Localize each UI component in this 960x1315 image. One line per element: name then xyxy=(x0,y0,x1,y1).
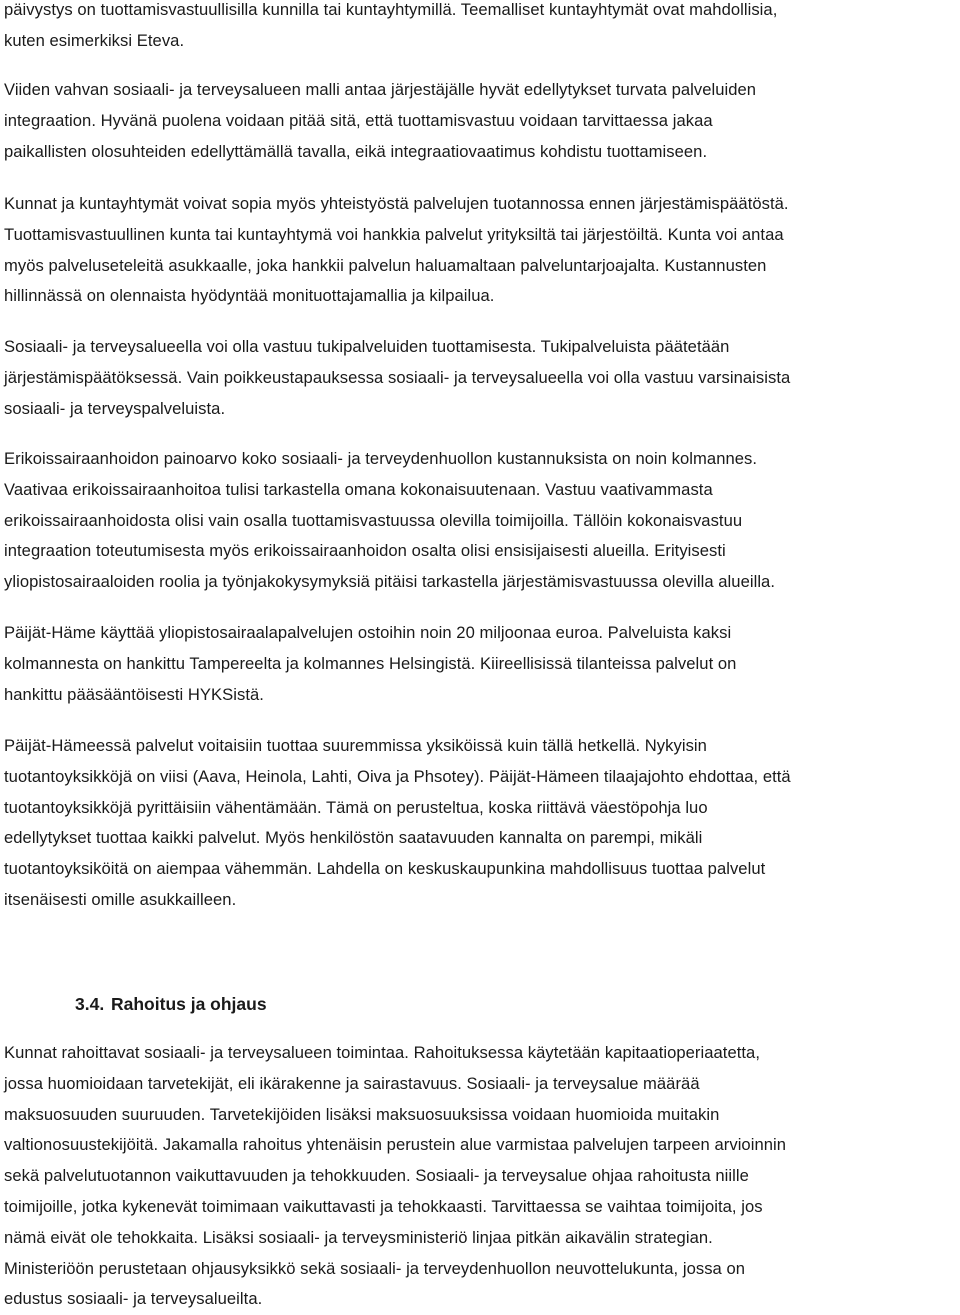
text-line: Päijät-Häme käyttää yliopistosairaalapalvelujen ostoihin noin 20 miljoonaa euroa. Palveluista kaksi xyxy=(4,623,732,642)
text-line: Kunnat ja kuntayhtymät voivat sopia myös yhteistyöstä palvelujen tuotannossa ennen järjestämispäätöstä. xyxy=(4,194,789,213)
text-line: Ministeriöön perustetaan ohjausyksikkö sekä sosiaali- ja terveydenhuollon neuvottelukunta, jossa on xyxy=(4,1258,746,1278)
text-line: Kunnat rahoittavat sosiaali- ja terveysalueen toimintaa. Rahoituksessa käytetään kapitaatioperiaatetta, xyxy=(4,1043,760,1062)
section-title: Rahoitus ja ohjaus xyxy=(111,994,267,1014)
paragraph-yliopistosairaalapalvelut xyxy=(4,618,957,710)
text-line: erikoissairaanhoidosta olisi vain osalla tuottamisvastuussa olevilla toimijoilla. Tällöin kokonaisvastuu xyxy=(4,510,743,530)
text-line: edellytykset tuottaa kaikki palvelut. Myös henkilöstön saatavuuden kannalta on parempi, mikäli xyxy=(4,828,703,848)
text-line: Erikoissairaanhoidon painoarvo koko sosiaali- ja terveydenhuollon kustannuksista on noin kolmannes. xyxy=(4,449,758,468)
text-line: yliopistosairaaloiden roolia ja työnjakokysymyksiä pitäisi tarkastella järjestämisvastuussa olevilla alueilla. xyxy=(4,572,775,592)
paragraph-viiden-vahvan xyxy=(4,75,957,167)
text-line: itsenäisesti omille asukkailleen. xyxy=(4,889,237,909)
text-line: toimijoille, jotka kykenevät toimimaan vaikuttavasti ja tehokkaasti. Tarvittaessa se vaihtaa toimijoita, jos xyxy=(4,1196,763,1216)
text-line: kuten esimerkiksi Eteva. xyxy=(4,30,185,50)
text-line: integraation. Hyvänä puolena voidaan pitää sitä, että tuottamisvastuu voidaan tarvittaessa jakaa xyxy=(4,110,713,130)
text-line: Viiden vahvan sosiaali- ja terveysalueen malli antaa järjestäjälle hyvät edellytykset turvata palveluiden xyxy=(4,80,757,99)
text-line: paikallisten olosuhteiden edellyttämällä tavalla, eikä integraatiovaatimus kohdistu tuottamiseen. xyxy=(4,141,708,161)
text-line: tuotantoyksikköjä pyrittäisiin vähentämään. Tämä on perusteltua, koska riittävä väestöpohja luo xyxy=(4,797,708,817)
text-line: Vaativaa erikoissairaanhoitoa tulisi tarkastella omana kokonaisuutenaan. Vastuu vaativammasta xyxy=(4,479,713,499)
text-line: tuotantoyksikköjä on viisi (Aava, Heinola, Lahti, Oiva ja Phsotey). Päijät-Hämeen tilaajajohto ehdottaa, että xyxy=(4,766,791,786)
text-line: maksuosuuden suuruuden. Tarvetekijöiden lisäksi maksuosuuksissa voidaan huomioida muitakin xyxy=(4,1104,720,1124)
text-line: sekä palvelutuotannon vaikuttavuuden ja tehokkuuden. Sosiaali- ja terveysalue ohjaa rahoitusta niille xyxy=(4,1166,749,1186)
section-number: 3.4. xyxy=(75,994,105,1014)
text-line: Päijät-Hämeessä palvelut voitaisiin tuottaa suuremmissa yksiköissä kuin tällä hetkellä. Nykyisin xyxy=(4,736,707,755)
text-line: Sosiaali- ja terveysalueella voi olla vastuu tukipalveluiden tuottamisesta. Tukipalveluista päätetään xyxy=(4,337,730,356)
paragraph-rahoitus xyxy=(4,1038,957,1315)
text-line: jossa huomioidaan tarvetekijät, eli ikärakenne ja sairastavuus. Sosiaali- ja terveysalue määrää xyxy=(4,1073,700,1093)
paragraph-kunnat-ja-kuntayhtymat xyxy=(4,189,957,312)
text-line: myös palveluseteleitä asukkaalle, joka hankkii palvelun haluamaltaan palveluntarjoajalta. Kustannusten xyxy=(4,255,767,275)
text-line: hillinnässä on olennaista hyödyntää monituottajamallia ja kilpailua. xyxy=(4,286,495,306)
text-line: valtionosuustekijöitä. Jakamalla rahoitus yhtenäisin perustein alue varmistaa palvelujen tarpeen arvioinnin xyxy=(4,1135,787,1155)
paragraph-tukipalvelut xyxy=(4,332,957,424)
paragraph-erikoissairaanhoito xyxy=(4,444,957,598)
text-line: Tuottamisvastuullinen kunta tai kuntayhtymä voi hankkia palvelut yrityksiltä tai järjestöiltä. Kunta voi antaa xyxy=(4,224,784,244)
text-line: hankittu pääsääntöisesti HYKSistä. xyxy=(4,684,264,704)
text-line: päivystys on tuottamisvastuullisilla kunnilla tai kuntayhtymillä. Teemalliset kuntayhtymät ovat mahdollisia, xyxy=(4,0,778,19)
text-line: integraation toteutumisesta myös erikoissairaanhoidon osalta olisi ensisijaisesti alueilla. Erityisesti xyxy=(4,541,726,561)
text-line: nämä eivät ole tehokkaita. Lisäksi sosiaali- ja terveysministeriö linjaa pitkän aikavälin strategian. xyxy=(4,1227,713,1247)
paragraph-paivystys xyxy=(4,0,957,57)
text-line: edustus sosiaali- ja terveysalueilta. xyxy=(4,1289,263,1309)
text-line: järjestämispäätöksessä. Vain poikkeustapauksessa sosiaali- ja terveysalueella voi olla vastuu varsinaisista xyxy=(4,367,791,387)
text-line: tuotantoyksiköitä on aiempaa vähemmän. Lahdella on keskuskaupunkina mahdollisuus tuottaa palvelut xyxy=(4,859,766,879)
text-line: kolmannesta on hankittu Tampereelta ja kolmannes Helsingistä. Kiireellisissä tilanteissa palvelut on xyxy=(4,653,737,673)
paragraph-tuotantoyksikot xyxy=(4,731,957,916)
section-heading xyxy=(75,989,267,1019)
text-line: sosiaali- ja terveyspalveluista. xyxy=(4,398,226,418)
